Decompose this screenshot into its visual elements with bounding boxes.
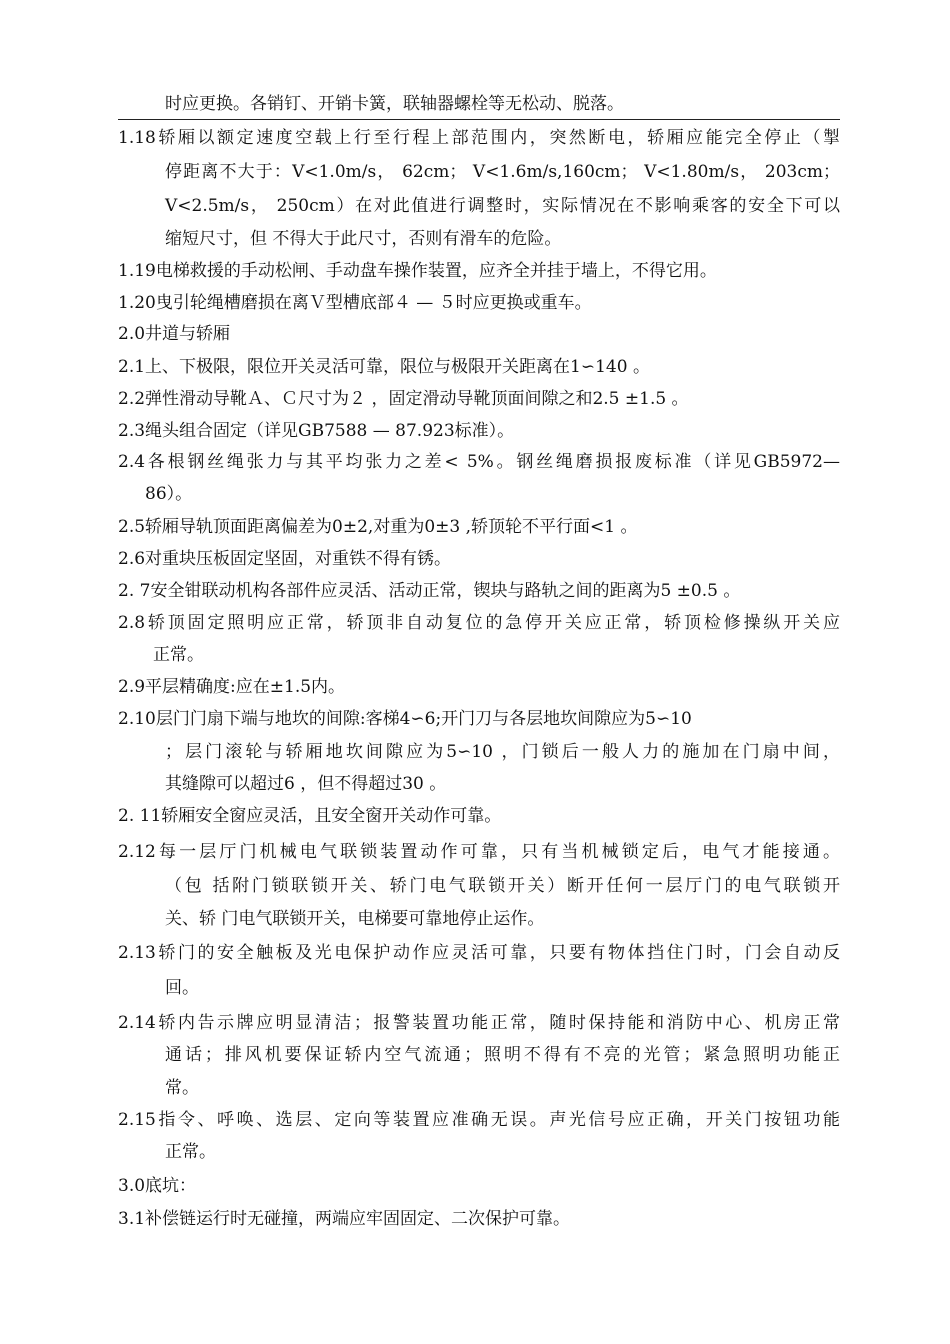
top-divider-line (118, 119, 840, 120)
text-line: V<2.5m/s， 250cm）在对此值进行调整时，实际情况在不影响乘客的安全下可以 (165, 196, 840, 216)
text-line: 常。 (165, 1078, 199, 1098)
text-line: 2. 7安全钳联动机构各部件应灵活、活动正常，锲块与路轨之间的距离为5 ±0.5 。 (118, 581, 741, 601)
text-line: 2.6对重块压板固定坚固，对重铁不得有锈。 (118, 549, 452, 569)
text-line: 2.10层门门扇下端与地坎的间隙:客梯4∽6;开门刀与各层地坎间隙应为5∽10 (118, 709, 692, 729)
text-line: 正常。 (165, 1142, 216, 1162)
text-line: 2.3绳头组合固定（详见GB7588 — 87.923标准）。 (118, 421, 515, 441)
text-line: 2.2弹性滑动导靴Ａ、Ｃ尺寸为２ ，固定滑动导靴顶面间隙之和2.5 ±1.5 。 (118, 389, 689, 409)
text-line: 86）。 (145, 484, 193, 504)
text-line: 通话；排风机要保证轿内空气流通；照明不得有不亮的光管；紧急照明功能正 (165, 1045, 840, 1065)
text-line: 3.1补偿链运行时无碰撞，两端应牢固固定、二次保护可靠。 (118, 1209, 571, 1229)
text-line: 2.12每一层厅门机械电气联锁装置动作可靠，只有当机械锁定后，电气才能接通。 (118, 842, 840, 862)
text-line: 2.9平层精确度:应在±1.5内。 (118, 677, 346, 697)
text-line: 2.14轿内告示牌应明显清洁；报警装置功能正常，随时保持能和消防中心、机房正常 (118, 1013, 840, 1033)
text-line: 1.19电梯救援的手动松闸、手动盘车操作装置，应齐全并挂于墙上，不得它用。 (118, 261, 717, 281)
section-heading: 3.0底坑： (118, 1176, 197, 1196)
text-line: 停距离不大于：V<1.0m/s， 62cm； V<1.6m/s,160cm； V<1.80m/s， 203cm； (165, 162, 840, 182)
text-line: 2.15指令、呼唤、选层、定向等装置应准确无误。声光信号应正确，开关门按钮功能 (118, 1110, 840, 1130)
section-heading: 2.0井道与轿厢 (118, 324, 231, 344)
text-line: 1.18轿厢以额定速度空载上行至行程上部范围内，突然断电，轿厢应能完全停止（掣 (118, 128, 840, 148)
text-line: 正常。 (153, 645, 204, 665)
text-line: 2. 11轿厢安全窗应灵活，且安全窗开关动作可靠。 (118, 806, 502, 826)
text-line: 关、轿 门电气联锁开关，电梯要可靠地停止运作。 (165, 909, 545, 929)
text-line: 2.4各根钢丝绳张力与其平均张力之差< 5%。钢丝绳磨损报废标准（详见GB5972— (118, 452, 840, 472)
text-line: 1.20曳引轮绳槽磨损在离Ｖ型槽底部４ — ５时应更换或重车。 (118, 293, 592, 313)
text-line: 缩短尺寸，但 不得大于此尺寸，否则有滑车的危险。 (165, 229, 562, 249)
text-line: 2.13轿门的安全触板及光电保护动作应灵活可靠，只要有物体挡住门时，门会自动反 (118, 943, 840, 963)
text-line: 时应更换。各销钉、开销卡簧，联轴器螺栓等无松动、脱落。 (165, 94, 624, 114)
text-line: 2.5轿厢导轨顶面距离偏差为0±2,对重为0±3 ,轿顶轮不平行面<1 。 (118, 517, 638, 537)
text-line: 回。 (165, 978, 199, 998)
text-line: 其缝隙可以超过6 ，但不得超过30 。 (165, 774, 447, 794)
text-line: 2.1上、下极限，限位开关灵活可靠，限位与极限开关距离在1∽140 。 (118, 357, 650, 377)
text-line: 2.8轿顶固定照明应正常，轿顶非自动复位的急停开关应正常，轿顶检修操纵开关应 (118, 613, 840, 633)
text-line: ；层门滚轮与轿厢地坎间隙应为5∽10 ，门锁后一般人力的施加在门扇中间， (165, 742, 840, 762)
text-line: （包 括附门锁联锁开关、轿门电气联锁开关）断开任何一层厅门的电气联锁开 (165, 876, 840, 896)
